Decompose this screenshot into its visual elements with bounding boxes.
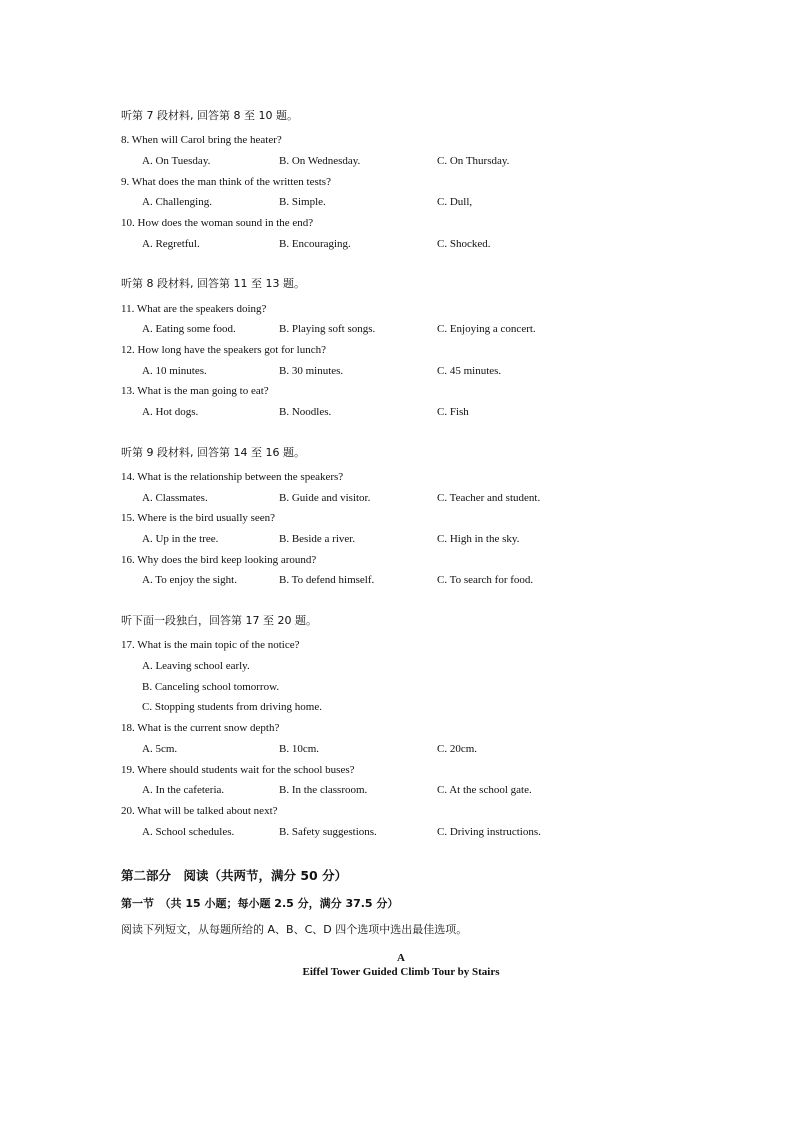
option-11a: A. Eating some food. (142, 323, 236, 335)
question-10: 10. How does the woman sound in the end? (121, 217, 314, 229)
option-15a: A. Up in the tree. (142, 533, 219, 545)
option-12a: A. 10 minutes. (142, 365, 207, 377)
option-20b: B. Safety suggestions. (279, 826, 377, 838)
question-8: 8. When will Carol bring the heater? (121, 134, 282, 146)
option-8c: C. On Thursday. (437, 155, 510, 167)
option-14c: C. Teacher and student. (437, 492, 541, 504)
section-heading: 听第 7 段材料, 回答第 8 至 10 题。 (121, 109, 298, 122)
question-18: 18. What is the current snow depth? (121, 722, 280, 734)
option-18c: C. 20cm. (437, 743, 478, 755)
question-14: 14. What is the relationship between the speakers? (121, 471, 344, 483)
option-17c: C. Stopping students from driving home. (142, 701, 322, 713)
option-9b: B. Simple. (279, 196, 326, 208)
option-11b: B. Playing soft songs. (279, 323, 376, 335)
option-9a: A. Challenging. (142, 196, 212, 208)
passage-letter: A (397, 952, 405, 964)
option-15c: C. High in the sky. (437, 533, 520, 545)
option-18a: A. 5cm. (142, 743, 178, 755)
option-13b: B. Noodles. (279, 406, 332, 418)
option-14b: B. Guide and visitor. (279, 492, 371, 504)
section-heading: 听第 9 段材料, 回答第 14 至 16 题。 (121, 446, 305, 459)
question-19: 19. Where should students wait for the school buses? (121, 764, 355, 776)
question-20: 20. What will be talked about next? (121, 805, 278, 817)
option-17a: A. Leaving school early. (142, 660, 250, 672)
option-8b: B. On Wednesday. (279, 155, 361, 167)
option-9c: C. Dull, (437, 196, 473, 208)
option-20c: C. Driving instructions. (437, 826, 541, 838)
section-title: 第一节 （共 15 小题；每小题 2.5 分，满分 37.5 分） (121, 897, 399, 910)
option-17b: B. Canceling school tomorrow. (142, 681, 280, 693)
option-20a: A. School schedules. (142, 826, 235, 838)
option-19c: C. At the school gate. (437, 784, 532, 796)
option-16c: C. To search for food. (437, 574, 534, 586)
option-16a: A. To enjoy the sight. (142, 574, 237, 586)
option-8a: A. On Tuesday. (142, 155, 211, 167)
option-15b: B. Beside a river. (279, 533, 356, 545)
option-19b: B. In the classroom. (279, 784, 368, 796)
option-10a: A. Regretful. (142, 238, 200, 250)
option-11c: C. Enjoying a concert. (437, 323, 536, 335)
question-15: 15. Where is the bird usually seen? (121, 512, 276, 524)
option-18b: B. 10cm. (279, 743, 320, 755)
passage-title: Eiffel Tower Guided Climb Tour by Stairs (302, 966, 500, 978)
question-9: 9. What does the man think of the written tests? (121, 176, 331, 188)
option-10b: B. Encouraging. (279, 238, 351, 250)
section-heading: 听下面一段独白，回答第 17 至 20 题。 (121, 614, 317, 627)
reading-instruction: 阅读下列短文，从每题所给的 A、B、C、D 四个选项中选出最佳选项。 (121, 923, 468, 936)
question-13: 13. What is the man going to eat? (121, 385, 269, 397)
option-10c: C. Shocked. (437, 238, 491, 250)
option-12b: B. 30 minutes. (279, 365, 344, 377)
question-16: 16. Why does the bird keep looking around? (121, 554, 317, 566)
question-17: 17. What is the main topic of the notice? (121, 639, 300, 651)
option-16b: B. To defend himself. (279, 574, 375, 586)
part-title: 第二部分 阅读（共两节，满分 50 分） (121, 868, 348, 883)
option-13c: C. Fish (437, 406, 469, 418)
question-11: 11. What are the speakers doing? (121, 303, 267, 315)
option-14a: A. Classmates. (142, 492, 208, 504)
question-12: 12. How long have the speakers got for lunch? (121, 344, 326, 356)
option-19a: A. In the cafeteria. (142, 784, 225, 796)
option-12c: C. 45 minutes. (437, 365, 502, 377)
option-13a: A. Hot dogs. (142, 406, 199, 418)
section-heading: 听第 8 段材料, 回答第 11 至 13 题。 (121, 277, 305, 290)
